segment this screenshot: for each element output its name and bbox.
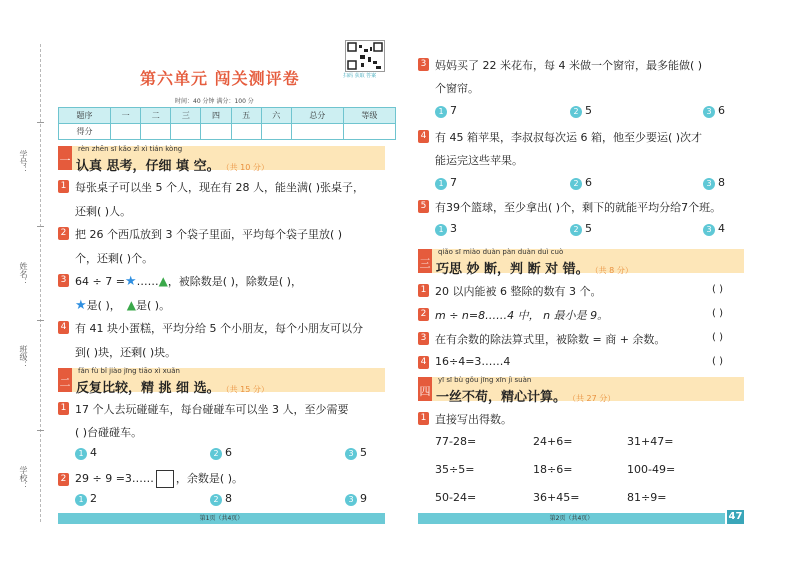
answer-parens[interactable]: ( ) [712,284,723,295]
section-title: 巧思 妙 断，判 断 对 错。 （共 8 分） [436,262,633,277]
binding-label-name: 姓名： [19,262,28,286]
section-number: 一 [58,146,72,170]
blank-box[interactable] [156,470,174,488]
question-text: ★是( )， ▲是( )。 [75,298,171,313]
section-header-3 [418,248,744,277]
calc-item: 36+45= [533,491,580,504]
question-number: 1 [58,180,69,193]
option-text: 7 [450,176,457,189]
section-score: （共 27 分） [572,394,616,403]
table-cell: 三 [171,108,201,124]
score-input-cell[interactable] [201,124,231,140]
score-table-header-row [59,108,396,124]
section-header-2 [58,367,385,396]
question-text: 64 ÷ 7 =★……▲，被除数是( )，除数是( )， [75,274,302,289]
option-marker-b[interactable]: 2 [210,448,222,460]
section-number: 三 [418,249,432,273]
section-header-1 [58,145,385,174]
calc-item: 18÷6= [533,463,573,476]
score-table [58,107,396,140]
option-text: 8 [225,492,232,505]
page-number-badge: 47 [728,511,743,522]
calc-item: 81÷9= [627,491,667,504]
page-title: 第六单元 闯关测评卷 [140,69,300,88]
calc-item: 35÷5= [435,463,475,476]
score-input-cell[interactable] [231,124,261,140]
calc-item: 31+47= [627,435,674,448]
table-cell: 二 [141,108,171,124]
calc-item: 100-49= [627,463,676,476]
question-number: 3 [58,274,69,287]
table-cell: 等级 [343,108,395,124]
option-marker-c[interactable]: 3 [703,178,715,190]
option-marker-c[interactable]: 3 [345,494,357,506]
option-text: 5 [585,222,592,235]
qr-label: 扫码 获取 答案 [343,73,377,79]
question-text: 个，还剩( )个。 [75,252,154,265]
triangle-icon: ▲ [126,298,136,312]
page-footer-left: 第1页（共4页） [58,513,385,524]
exam-meta: 时间：40 分钟 满分：100 分 [175,98,254,105]
question-number: 2 [58,473,69,486]
score-input-cell[interactable] [141,124,171,140]
option-text: 6 [585,176,592,189]
score-input-cell[interactable] [111,124,141,140]
question-text: 能运完这些苹果。 [435,154,523,167]
option-text: 9 [360,492,367,505]
question-number: 3 [418,58,429,71]
option-marker-a[interactable]: 1 [75,494,87,506]
question-text: 妈妈买了 22 米花布，每 4 米做一个窗帘，最多能做( ) [435,59,703,72]
question-number: 1 [58,402,69,415]
question-text: 还剩( )人。 [75,205,132,218]
question-number: 2 [418,308,429,321]
question-number: 4 [58,321,69,334]
option-marker-a[interactable]: 1 [435,224,447,236]
section-pinyin: rèn zhēn sī kǎo zǐ xì tián kòng [78,145,183,153]
section-pinyin: yī sī bù gǒu jīng xīn jì suàn [438,376,532,384]
option-text: 3 [450,222,457,235]
question-text: 17 个人去玩碰碰车，每台碰碰车可以坐 3 人，至少需要 [75,403,349,416]
binding-line [40,44,41,522]
score-input-cell[interactable] [171,124,201,140]
page-footer-right: 第2页（共4页） [418,513,725,524]
score-input-cell[interactable] [291,124,343,140]
option-marker-a[interactable]: 1 [75,448,87,460]
option-marker-b[interactable]: 2 [570,106,582,118]
option-text: 7 [450,104,457,117]
question-text: 有 45 箱苹果，李叔叔每次运 6 箱，他至少要运( )次才 [435,131,703,144]
star-icon: ★ [75,298,87,313]
option-text: 4 [90,446,97,459]
binding-tick [37,320,44,321]
table-cell: 五 [231,108,261,124]
option-text: 6 [718,104,725,117]
star-icon: ★ [124,274,137,289]
score-table-row [59,124,396,140]
section-title: 一丝不苟，精心计算。 （共 27 分） [436,390,616,405]
question-number: 1 [418,284,429,297]
option-marker-b[interactable]: 2 [570,178,582,190]
option-marker-c[interactable]: 3 [345,448,357,460]
binding-tick [37,430,44,431]
option-marker-c[interactable]: 3 [703,106,715,118]
table-cell: 四 [201,108,231,124]
question-text: 每张桌子可以坐 5 个人，现在有 28 人，能坐满( )张桌子， [75,181,365,194]
section-score: （共 8 分） [594,266,633,275]
question-text: 到( )块，还剩( )块。 [75,346,177,359]
table-cell: 一 [111,108,141,124]
option-text: 8 [718,176,725,189]
calc-item: 77-28= [435,435,477,448]
section-score: （共 15 分） [225,385,269,394]
section-pinyin: qiǎo sī miào duàn pàn duàn duì cuò [438,248,564,256]
section-pinyin: fǎn fù bǐ jiào jīng tiāo xì xuǎn [78,367,180,375]
qr-code-icon[interactable] [345,40,385,72]
section-title: 认真 思考，仔细 填 空。 （共 10 分） [76,159,269,174]
option-text: 5 [585,104,592,117]
option-text: 2 [90,492,97,505]
binding-label-school: 学校： [19,466,28,490]
question-text: 有 41 块小蛋糕，平均分给 5 个小朋友，每个小朋友可以分 [75,322,363,335]
question-number: 4 [418,130,429,143]
score-input-cell[interactable] [343,124,395,140]
option-text: 6 [225,446,232,459]
option-marker-b[interactable]: 2 [570,224,582,236]
question-number: 3 [418,332,429,345]
calc-item: 24+6= [533,435,573,448]
question-text: 29 ÷ 9 =3…… ，余数是( )。 [75,470,243,488]
section-header-4 [418,376,744,405]
question-text: 16÷4=3……4 [435,355,511,368]
table-cell: 得分 [59,124,111,140]
option-marker-a[interactable]: 1 [435,106,447,118]
question-text: 在有余数的除法算式里，被除数 = 商 + 余数。 [435,333,666,346]
answer-parens[interactable]: ( ) [712,356,723,367]
question-text: 把 26 个西瓜放到 3 个袋子里面，平均每个袋子里放( ) [75,228,343,241]
question-text: 20 以内能被 6 整除的数有 3 个。 [435,285,602,298]
question-number: 4 [418,356,429,369]
table-cell: 总分 [291,108,343,124]
question-number: 5 [418,200,429,213]
question-text: ( )台碰碰车。 [75,426,143,439]
option-marker-c[interactable]: 3 [703,224,715,236]
question-number: 1 [418,412,429,425]
binding-tick [37,226,44,227]
binding-label-id: 学号： [19,150,28,174]
option-text: 5 [360,446,367,459]
section-number: 二 [58,368,72,392]
section-title: 反复比较，精 挑 细 选。 （共 15 分） [76,381,269,396]
binding-label-class: 班级： [19,345,28,369]
option-text: 4 [718,222,725,235]
answer-parens[interactable]: ( ) [712,308,723,319]
section-score: （共 10 分） [225,163,269,172]
binding-tick [37,122,44,123]
section-number: 四 [418,377,432,401]
question-text: m ÷ n=8……4 中， n 最小是 9。 [435,309,609,322]
triangle-icon: ▲ [158,274,168,288]
answer-parens[interactable]: ( ) [712,332,723,343]
option-marker-b[interactable]: 2 [210,494,222,506]
option-marker-a[interactable]: 1 [435,178,447,190]
question-text: 直接写出得数。 [435,413,512,426]
calc-item: 50-24= [435,491,477,504]
question-text: 有39个篮球，至少拿出( )个，剩下的就能平均分给7个班。 [435,201,722,214]
question-number: 2 [58,227,69,240]
table-cell: 题序 [59,108,111,124]
question-text: 个窗帘。 [435,82,479,95]
table-cell: 六 [261,108,291,124]
score-input-cell[interactable] [261,124,291,140]
